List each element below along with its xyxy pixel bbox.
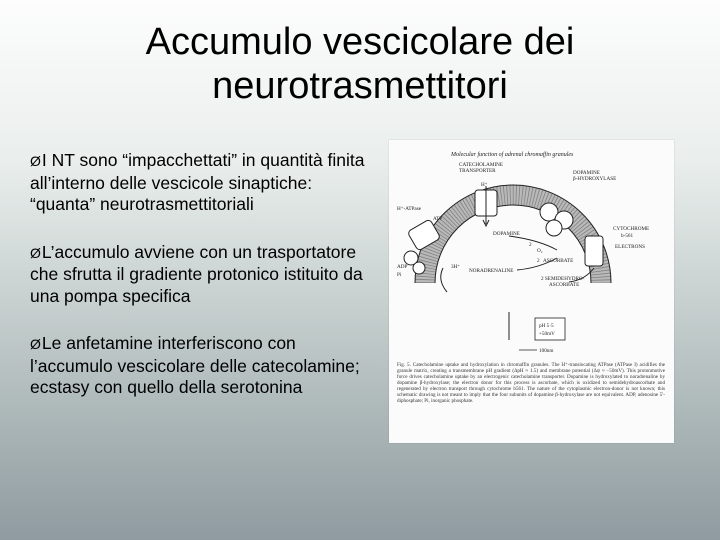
bullet-item bbox=[30, 150, 370, 216]
b561-label: b-561 bbox=[621, 233, 634, 239]
number-2-label: 2 bbox=[537, 258, 540, 264]
bullet-list bbox=[30, 150, 370, 425]
ascorbate-label: ASCORBATE bbox=[543, 258, 574, 264]
slide-title bbox=[0, 20, 720, 108]
bullet-text: L’accumulo avviene con un trasportatore che sfrutta il gradiente protonico istituito da una pompa specifica bbox=[30, 241, 363, 306]
slide-title-line-2: neurotrasmettitori bbox=[212, 65, 508, 107]
ph-label: pH 5·5 bbox=[539, 323, 554, 329]
bullet-arrow-icon: Ø bbox=[30, 153, 41, 169]
bullet-item bbox=[30, 242, 370, 308]
atp-label: ATP bbox=[433, 216, 443, 222]
membrane-potential-label: +50mV bbox=[539, 331, 555, 337]
proton-label: H⁺ bbox=[481, 182, 488, 188]
cytochrome-label: CYTOCHROME bbox=[613, 226, 650, 232]
semidehydro-label-line-1: 2 SEMIDEHYDRO- bbox=[541, 276, 585, 282]
bullet-arrow-icon: Ø bbox=[30, 336, 41, 352]
inner-dopamine-label: DOPAMINE bbox=[493, 231, 520, 237]
proton-arrow bbox=[441, 268, 447, 292]
three-protons-label: 3H⁺ bbox=[451, 264, 461, 270]
pi-label: Pi bbox=[397, 272, 402, 278]
scale-label: 100nm bbox=[539, 348, 554, 354]
cytochrome-shape bbox=[585, 236, 603, 266]
hydroxylase-label: β-HYDROXYLASE bbox=[573, 176, 617, 182]
figure-title: Molecular function of adrenal chromaffin granules bbox=[451, 152, 574, 158]
bullet-text: I NT sono “impacchettati” in quantità finita all’interno delle vescicole sinaptiche: “quanta” neurotrasmettitoriali bbox=[30, 150, 365, 214]
noradrenaline-label: NORADRENALINE bbox=[469, 268, 514, 274]
transporter-label-line-2: TRANSPORTER bbox=[459, 168, 496, 174]
bullet-item bbox=[30, 333, 370, 399]
oxygen-label: O₂ bbox=[537, 248, 543, 254]
bullet-arrow-icon: Ø bbox=[30, 244, 41, 261]
number-2-label: 2 bbox=[529, 242, 532, 248]
dopamine-label: DOPAMINE bbox=[573, 170, 600, 176]
electrons-label: ELECTRONS bbox=[615, 244, 645, 250]
semidehydro-label-line-2: ASCORBATE bbox=[549, 282, 580, 288]
bullet-text: Le anfetamine interferiscono con l’accumulo vescicolare delle catecolamine; ecstasy con quello della serotonina bbox=[30, 333, 360, 397]
transporter-label-line-1: CATECHOLAMINE bbox=[459, 162, 504, 168]
atpase-label: H⁺-ATPase bbox=[397, 206, 422, 212]
adp-label: ADP bbox=[397, 264, 408, 270]
figure-caption: Fig. 5. Catecholamine uptake and hydroxylation in chromaffin granules. The H⁺-translocating ATPase (ATPase I) acidifies the granule matrix, creating a transmembrane pH gradient (ΔpH ≈ 1.5) and membrane potential (Δψ ≈ −50mV). This protonmotive force drives catecholamine uptake by an electrogenic catecholamine transporter. Dopamine is hydroxylated to noradrenaline by dopamine β-hydroxylase; the electron donor for this process is ascorbate, which is oxidized to semidehydroascorbate and regenerated by electron transport through cytochrome b561. The nature of the cytoplasmic electron-donor is not known; this schematic drawing is not meant to imply that the four subunits of dopamine β-hydroxylase are not equivalent. ADP, adenosine 5′-diphosphate; Pi, inorganic phosphate. bbox=[397, 362, 665, 404]
reaction-arrow bbox=[509, 236, 557, 250]
atpase-subunit-shape bbox=[413, 262, 425, 274]
chromaffin-granule-figure bbox=[389, 140, 674, 443]
slide-title-line-1: Accumulo vescicolare dei bbox=[145, 21, 575, 63]
dbh-subunit-shape bbox=[546, 220, 562, 236]
